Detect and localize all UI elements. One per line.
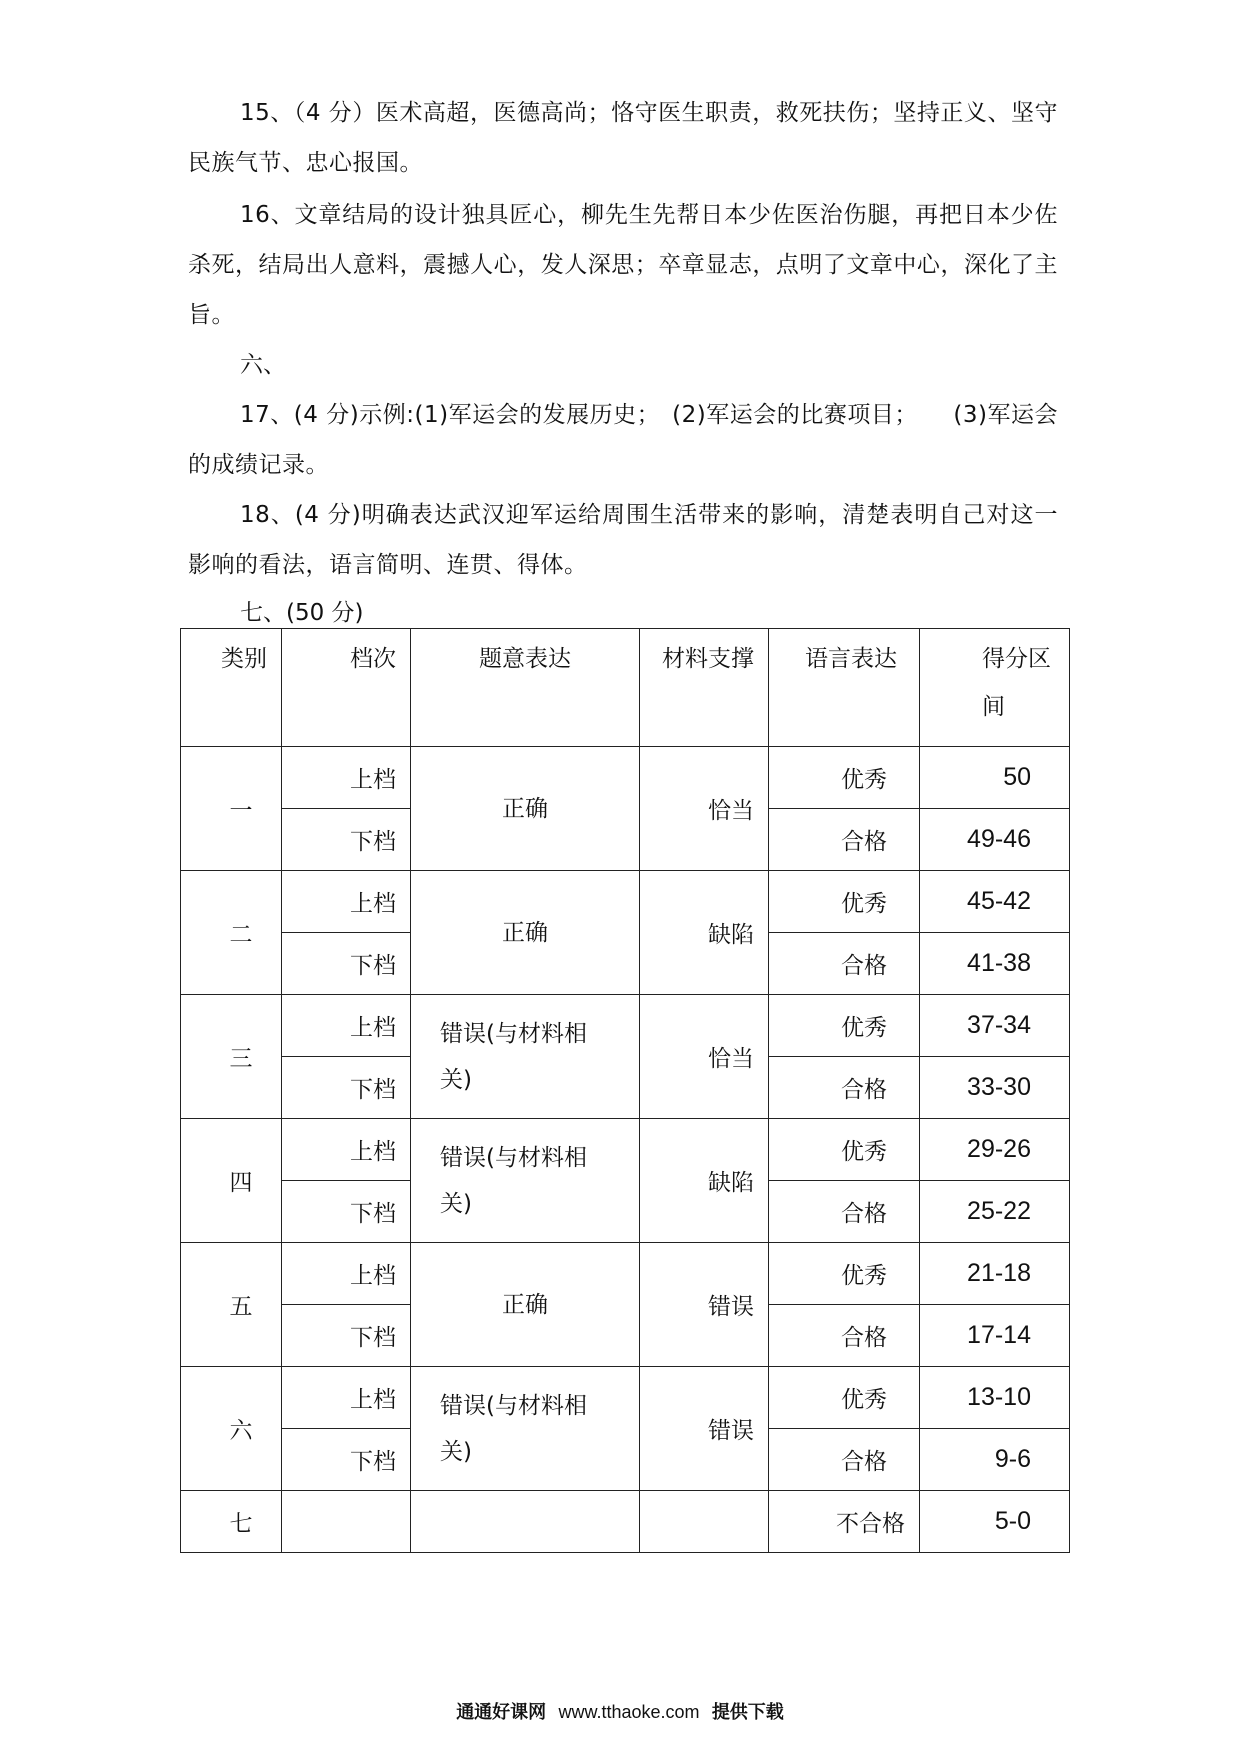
language-cell: 不合格 bbox=[769, 1491, 920, 1553]
tier-cell: 下档 bbox=[282, 809, 411, 871]
tier-cell: 上档 bbox=[282, 871, 411, 933]
language-cell: 合格 bbox=[769, 1181, 920, 1243]
tier-cell: 上档 bbox=[282, 1367, 411, 1429]
grading-table bbox=[180, 628, 1070, 1553]
header-language: 语言表达 bbox=[769, 629, 920, 747]
tier-cell: 下档 bbox=[282, 1181, 411, 1243]
topic-text: 错误(与材料相关) bbox=[440, 1020, 587, 1093]
language-cell: 合格 bbox=[769, 1057, 920, 1119]
topic-cell bbox=[411, 1243, 640, 1367]
score-cell: 21-18 bbox=[920, 1243, 1070, 1305]
score-cell: 37-34 bbox=[920, 995, 1070, 1057]
topic-cell bbox=[411, 871, 640, 995]
tier-cell: 上档 bbox=[282, 1119, 411, 1181]
table-row bbox=[181, 871, 1070, 933]
tier-cell: 上档 bbox=[282, 995, 411, 1057]
answer-16: 16、文章结局的设计独具匠心，柳先生先帮日本少佐医治伤腿，再把日本少佐杀死，结局出人意料，震撼人心，发人深思；卒章显志，点明了文章中心，深化了主旨。 bbox=[188, 202, 1058, 328]
header-tier: 档次 bbox=[282, 629, 411, 747]
language-cell: 优秀 bbox=[769, 995, 920, 1057]
topic-cell bbox=[411, 995, 640, 1119]
material-cell: 缺陷 bbox=[640, 1119, 769, 1243]
tier-cell: 下档 bbox=[282, 1305, 411, 1367]
category-cell: 四 bbox=[181, 1119, 282, 1243]
topic-text: 正确 bbox=[502, 795, 548, 822]
topic-text: 正确 bbox=[502, 1291, 548, 1318]
tier-cell: 上档 bbox=[282, 1243, 411, 1305]
table-row bbox=[181, 1119, 1070, 1181]
section-six-heading: 六、 bbox=[240, 352, 286, 378]
answer-15: 15、（4 分）医术高超，医德高尚；恪守医生职责，救死扶伤；坚持正义、坚守民族气节、忠心报国。 bbox=[188, 100, 1058, 176]
topic-cell bbox=[411, 1119, 640, 1243]
tier-cell: 上档 bbox=[282, 747, 411, 809]
language-cell: 优秀 bbox=[769, 1243, 920, 1305]
table-row bbox=[181, 1491, 1070, 1553]
language-cell: 优秀 bbox=[769, 747, 920, 809]
topic-cell bbox=[411, 747, 640, 871]
table-header-row bbox=[181, 629, 1070, 747]
category-cell: 五 bbox=[181, 1243, 282, 1367]
material-cell: 恰当 bbox=[640, 995, 769, 1119]
answer-17: 17、(4 分)示例:(1)军运会的发展历史； (2)军运会的比赛项目； (3)军运会的成绩记录。 bbox=[188, 402, 1058, 478]
table-row bbox=[181, 747, 1070, 809]
material-cell: 错误 bbox=[640, 1243, 769, 1367]
material-cell bbox=[640, 1491, 769, 1553]
header-score: 得分区间 bbox=[920, 629, 1070, 747]
section-seven-heading: 七、(50 分) bbox=[240, 600, 364, 626]
score-cell: 33-30 bbox=[920, 1057, 1070, 1119]
topic-cell bbox=[411, 1367, 640, 1491]
tier-cell bbox=[282, 1491, 411, 1553]
table-row bbox=[181, 1367, 1070, 1429]
topic-text: 正确 bbox=[502, 919, 548, 946]
language-cell: 优秀 bbox=[769, 871, 920, 933]
category-cell: 一 bbox=[181, 747, 282, 871]
category-cell: 六 bbox=[181, 1367, 282, 1491]
topic-cell bbox=[411, 1491, 640, 1553]
score-cell: 17-14 bbox=[920, 1305, 1070, 1367]
score-cell: 29-26 bbox=[920, 1119, 1070, 1181]
category-cell: 二 bbox=[181, 871, 282, 995]
language-cell: 合格 bbox=[769, 1429, 920, 1491]
language-cell: 优秀 bbox=[769, 1119, 920, 1181]
material-cell: 恰当 bbox=[640, 747, 769, 871]
page-footer bbox=[0, 1698, 1240, 1724]
table-row bbox=[181, 1243, 1070, 1305]
tier-cell: 下档 bbox=[282, 1057, 411, 1119]
topic-text: 错误(与材料相关) bbox=[440, 1392, 587, 1465]
tier-cell: 下档 bbox=[282, 1429, 411, 1491]
language-cell: 合格 bbox=[769, 809, 920, 871]
score-cell: 5-0 bbox=[920, 1491, 1070, 1553]
material-cell: 缺陷 bbox=[640, 871, 769, 995]
score-cell: 25-22 bbox=[920, 1181, 1070, 1243]
score-cell: 41-38 bbox=[920, 933, 1070, 995]
language-cell: 优秀 bbox=[769, 1367, 920, 1429]
score-cell: 50 bbox=[920, 747, 1070, 809]
header-material: 材料支撑 bbox=[640, 629, 769, 747]
score-cell: 45-42 bbox=[920, 871, 1070, 933]
language-cell: 合格 bbox=[769, 1305, 920, 1367]
footer-site-name: 通通好课网 bbox=[456, 1702, 547, 1723]
category-cell: 三 bbox=[181, 995, 282, 1119]
material-cell: 错误 bbox=[640, 1367, 769, 1491]
header-topic: 题意表达 bbox=[411, 629, 640, 747]
header-category: 类别 bbox=[181, 629, 282, 747]
topic-text: 错误(与材料相关) bbox=[440, 1144, 587, 1217]
table-row bbox=[181, 995, 1070, 1057]
category-cell: 七 bbox=[181, 1491, 282, 1553]
language-cell: 合格 bbox=[769, 933, 920, 995]
footer-url: www.tthaoke.com bbox=[558, 1702, 700, 1722]
footer-download-text: 提供下载 bbox=[711, 1702, 784, 1723]
score-cell: 13-10 bbox=[920, 1367, 1070, 1429]
score-cell: 49-46 bbox=[920, 809, 1070, 871]
tier-cell: 下档 bbox=[282, 933, 411, 995]
answer-18: 18、(4 分)明确表达武汉迎军运给周围生活带来的影响，清楚表明自己对这一影响的看法，语言简明、连贯、得体。 bbox=[188, 502, 1058, 578]
score-cell: 9-6 bbox=[920, 1429, 1070, 1491]
